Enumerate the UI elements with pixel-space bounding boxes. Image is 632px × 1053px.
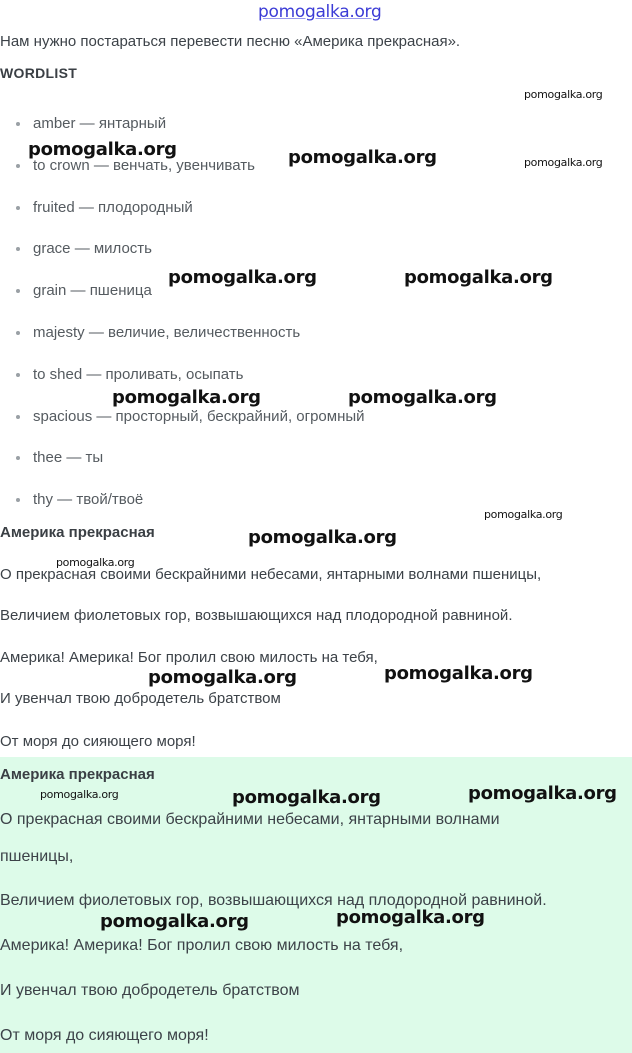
wordlist-item: fruited — плодородный [0, 187, 365, 229]
watermark-top: pomogalka.org [258, 2, 382, 22]
watermark: pomogalka.org [404, 267, 553, 288]
watermark: pomogalka.org [40, 788, 119, 801]
watermark: pomogalka.org [248, 527, 397, 548]
watermark: pomogalka.org [288, 147, 437, 168]
wordlist-item: thee — ты [0, 437, 365, 479]
watermark: pomogalka.org [112, 387, 261, 408]
wordlist-item: to shed — проливать, осыпать [0, 354, 365, 396]
watermark: pomogalka.org [100, 911, 249, 932]
watermark: pomogalka.org [524, 156, 603, 169]
song-line: пшеницы, [0, 848, 74, 865]
song-line: От моря до сияющего моря! [0, 1027, 209, 1044]
watermark: pomogalka.org [484, 508, 563, 521]
wordlist-heading: WORDLIST [0, 65, 78, 81]
wordlist-item: grain — пшеница [0, 270, 365, 312]
watermark: pomogalka.org [336, 907, 485, 928]
song-line: Америка! Америка! Бог пролил свою милость на тебя, [0, 937, 404, 954]
song-line: И увенчал твою добродетель братством [0, 982, 300, 999]
watermark: pomogalka.org [348, 387, 497, 408]
wordlist-item: thy — твой/твоё [0, 479, 365, 521]
song-line: И увенчал твою добродетель братством [0, 690, 281, 707]
song-line: О прекрасная своими бескрайними небесами, янтарными волнами [0, 811, 500, 828]
song-line: От моря до сияющего моря! [0, 733, 196, 750]
song-title: Америка прекрасная [0, 524, 155, 541]
wordlist-item: to crown — венчать, увенчивать [0, 145, 365, 187]
watermark: pomogalka.org [28, 139, 177, 160]
song-line: О прекрасная своими бескрайними небесами, янтарными волнами пшеницы, [0, 566, 542, 583]
wordlist-item: grace — милость [0, 228, 365, 270]
watermark: pomogalka.org [468, 783, 617, 804]
watermark: pomogalka.org [56, 556, 135, 569]
watermark: pomogalka.org [232, 787, 381, 808]
wordlist-item: amber — янтарный [0, 103, 365, 145]
watermark: pomogalka.org [168, 267, 317, 288]
song-line: Америка! Америка! Бог пролил свою милость на тебя, [0, 649, 378, 666]
song-line: Величием фиолетовых гор, возвышающихся над плодородной равниной. [0, 607, 513, 624]
watermark: pomogalka.org [384, 663, 533, 684]
wordlist-item: spacious — просторный, бескрайний, огромный [0, 396, 365, 438]
watermark: pomogalka.org [148, 667, 297, 688]
intro-text: Нам нужно постараться перевести песню «Америка прекрасная». [0, 33, 461, 50]
song-line: Величием фиолетовых гор, возвышающихся над плодородной равниной. [0, 892, 547, 909]
song-title: Америка прекрасная [0, 766, 155, 783]
watermark: pomogalka.org [524, 88, 603, 101]
wordlist-item: majesty — величие, величественность [0, 312, 365, 354]
